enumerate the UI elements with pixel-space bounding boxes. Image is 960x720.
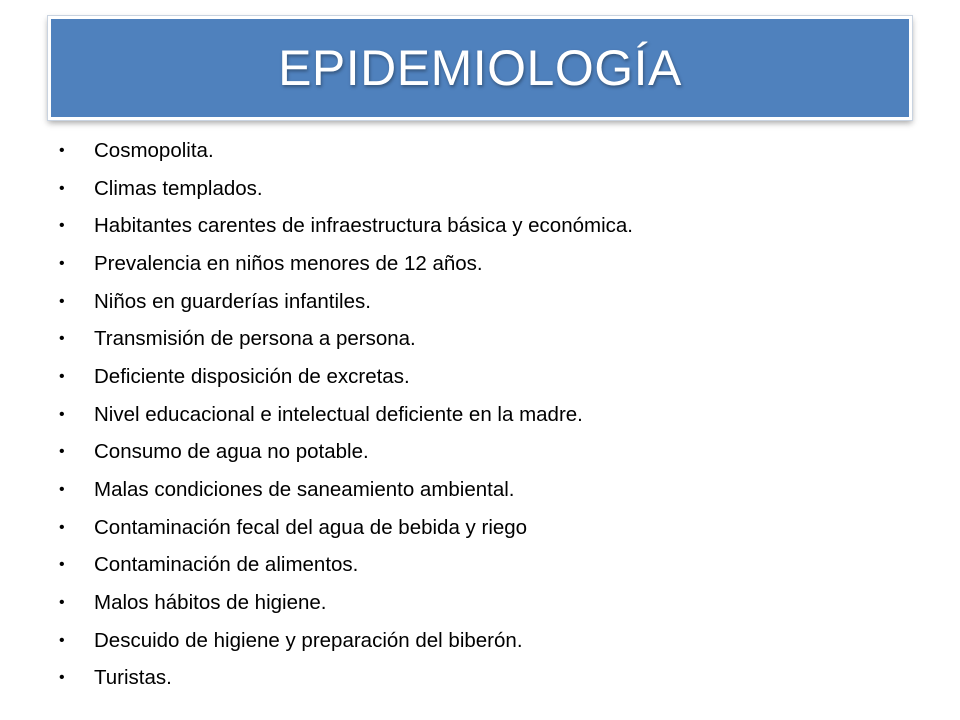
- list-item-text: Deficiente disposición de excretas.: [94, 364, 410, 388]
- bullet-icon: •: [59, 141, 65, 159]
- list-item: [56, 358, 936, 396]
- list-item-text: Malas condiciones de saneamiento ambiental.: [94, 478, 515, 502]
- list-item: [56, 283, 936, 321]
- list-item-text: Consumo de agua no potable.: [94, 440, 369, 464]
- bullet-icon: •: [59, 254, 65, 272]
- list-item-text: Prevalencia en niños menores de 12 años.: [94, 251, 483, 275]
- list-item: [56, 245, 936, 283]
- list-item: [56, 132, 936, 170]
- bullet-icon: •: [59, 179, 65, 197]
- bullet-icon: •: [59, 481, 65, 499]
- bullet-icon: •: [59, 669, 65, 687]
- bullet-icon: •: [59, 292, 65, 310]
- bullet-icon: •: [59, 367, 65, 385]
- list-item-text: Transmisión de persona a persona.: [94, 327, 416, 351]
- bullet-icon: •: [59, 405, 65, 423]
- list-item: [56, 622, 936, 660]
- bullet-list: [56, 132, 936, 697]
- bullet-icon: •: [59, 330, 65, 348]
- list-item-text: Cosmopolita.: [94, 138, 214, 162]
- bullet-icon: •: [59, 217, 65, 235]
- list-item: [56, 509, 936, 547]
- list-item-text: Climas templados.: [94, 176, 263, 200]
- title-banner: [48, 16, 912, 120]
- bullet-icon: •: [59, 556, 65, 574]
- list-item-text: Turistas.: [94, 666, 172, 690]
- list-item: [56, 170, 936, 208]
- list-item: [56, 584, 936, 622]
- list-item: [56, 471, 936, 509]
- list-item-text: Contaminación de alimentos.: [94, 553, 359, 577]
- bullet-icon: •: [59, 443, 65, 461]
- list-item-text: Descuido de higiene y preparación del biberón.: [94, 628, 523, 652]
- list-item: [56, 660, 936, 698]
- list-item: [56, 207, 936, 245]
- slide-title: EPIDEMIOLOGÍA: [278, 40, 682, 96]
- list-item: [56, 547, 936, 585]
- list-item-text: Contaminación fecal del agua de bebida y riego: [94, 515, 528, 539]
- list-item-text: Habitantes carentes de infraestructura básica y económica.: [94, 214, 633, 238]
- bullet-icon: •: [59, 594, 65, 612]
- bullet-icon: •: [59, 518, 65, 536]
- list-item-text: Malos hábitos de higiene.: [94, 591, 327, 615]
- list-item: [56, 320, 936, 358]
- list-item-text: Niños en guarderías infantiles.: [94, 289, 371, 313]
- list-item: [56, 434, 936, 472]
- bullet-icon: •: [59, 631, 65, 649]
- list-item: [56, 396, 936, 434]
- list-item-text: Nivel educacional e intelectual deficiente en la madre.: [94, 402, 583, 426]
